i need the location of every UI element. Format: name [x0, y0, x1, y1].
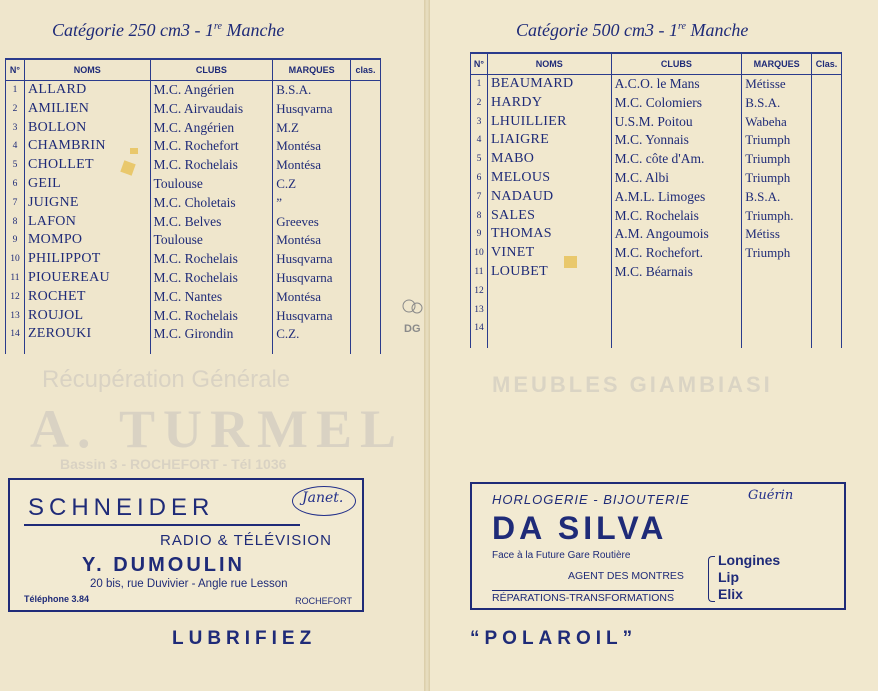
rider-brand: Montésa — [273, 288, 351, 307]
rider-number: 12 — [6, 288, 25, 307]
rider-club: A.M.L. Limoges — [611, 188, 742, 207]
watch-brand-elix: Elix — [718, 586, 743, 602]
rider-name: LHUILLIER — [487, 113, 611, 132]
stain — [564, 256, 577, 268]
rider-brand: B.S.A. — [742, 94, 812, 113]
page-title-500 — [516, 20, 748, 41]
rider-name: HARDY — [487, 94, 611, 113]
rider-rank — [351, 175, 381, 194]
col-header-clubs: CLUBS — [150, 59, 273, 81]
table-spacer-cell — [150, 344, 273, 354]
table-row — [471, 188, 842, 207]
rider-club: A.M. Angoumois — [611, 225, 742, 244]
rider-brand: Husqvarna — [273, 100, 351, 119]
rider-rank — [812, 225, 842, 244]
advert-da-silva — [470, 482, 846, 610]
rider-rank — [812, 319, 842, 338]
footer-slogan-right: “POLAROIL” — [470, 628, 638, 649]
rider-rank — [812, 301, 842, 320]
rider-name — [487, 282, 611, 301]
table-row — [6, 269, 381, 288]
table-row — [471, 169, 842, 188]
rider-rank — [812, 94, 842, 113]
rider-number: 11 — [471, 263, 488, 282]
rider-rank — [351, 100, 381, 119]
results-table-250 — [5, 58, 381, 354]
rider-club — [611, 301, 742, 320]
rider-name: THOMAS — [487, 225, 611, 244]
rider-brand: C.Z — [273, 175, 351, 194]
page-title-250 — [52, 20, 284, 41]
rider-name: ROCHET — [24, 288, 150, 307]
table-spacer-cell — [6, 344, 25, 354]
advert-line1: HORLOGERIE - BIJOUTERIE — [492, 492, 690, 507]
handwritten-signature: Janet. — [302, 490, 344, 506]
rider-brand: Greeves — [273, 213, 351, 232]
rider-number: 9 — [6, 231, 25, 250]
table-spacer-cell — [351, 344, 381, 354]
rider-club: M.C. Rochelais — [150, 156, 273, 175]
rider-rank — [812, 282, 842, 301]
rider-club: M.C. Rochefort — [150, 137, 273, 156]
table-row — [6, 250, 381, 269]
rider-name: CHOLLET — [24, 156, 150, 175]
rider-number: 14 — [6, 325, 25, 344]
rider-club: U.S.M. Poitou — [611, 113, 742, 132]
rider-brand: M.Z — [273, 119, 351, 138]
rider-number: 8 — [471, 207, 488, 226]
rider-name: PIOUEREAU — [24, 269, 150, 288]
rider-name: LAFON — [24, 213, 150, 232]
table-row — [6, 81, 381, 100]
advert-schneider — [8, 478, 364, 612]
rider-club: M.C. Rochelais — [150, 269, 273, 288]
rider-brand — [742, 301, 812, 320]
rider-club: M.C. Rochelais — [611, 207, 742, 226]
table-row — [471, 150, 842, 169]
advert-brand: SCHNEIDER — [28, 494, 215, 521]
rider-rank — [812, 263, 842, 282]
rider-rank — [812, 113, 842, 132]
rider-club: M.C. Albi — [611, 169, 742, 188]
col-header-rank: Clas. — [812, 53, 842, 75]
rider-rank — [812, 169, 842, 188]
rider-brand: Métisse — [742, 75, 812, 94]
rider-rank — [812, 150, 842, 169]
rider-name: MELOUS — [487, 169, 611, 188]
table-row — [471, 319, 842, 338]
rider-rank — [351, 231, 381, 250]
col-header-names: NOMS — [24, 59, 150, 81]
ghost-text-4: MEUBLES GIAMBIASI — [492, 372, 773, 397]
table-row — [6, 307, 381, 326]
table-row — [471, 207, 842, 226]
rider-number: 9 — [471, 225, 488, 244]
rider-number: 10 — [6, 250, 25, 269]
col-header-rank: clas. — [351, 59, 381, 81]
rider-rank — [351, 250, 381, 269]
advert-underline — [24, 524, 300, 526]
rider-brand: Wabeha — [742, 113, 812, 132]
rider-rank — [812, 75, 842, 94]
rider-name: ZEROUKI — [24, 325, 150, 344]
rider-club: Toulouse — [150, 231, 273, 250]
advert-agent: AGENT DES MONTRES — [568, 570, 684, 582]
rider-rank — [351, 288, 381, 307]
table-row — [6, 213, 381, 232]
rider-brand: Montésa — [273, 137, 351, 156]
advert-brand: DA SILVA — [492, 510, 668, 546]
advert-city: ROCHEFORT — [295, 596, 352, 606]
left-page — [0, 0, 424, 691]
rider-number: 3 — [471, 113, 488, 132]
rider-club — [611, 319, 742, 338]
title-end: Manche — [685, 20, 749, 40]
rider-brand: C.Z. — [273, 325, 351, 344]
table-row — [471, 301, 842, 320]
table-spacer-cell — [812, 338, 842, 348]
table-spacer-cell — [24, 344, 150, 354]
table-spacer-cell — [611, 338, 742, 348]
ghost-text-2: A. TURMEL — [30, 399, 405, 459]
rider-brand: ” — [273, 194, 351, 213]
table-row — [471, 225, 842, 244]
col-header-clubs: CLUBS — [611, 53, 742, 75]
rider-number: 4 — [6, 137, 25, 156]
rider-name: ROUJOL — [24, 307, 150, 326]
rider-name: BEAUMARD — [487, 75, 611, 94]
table-row — [471, 75, 842, 94]
table-row — [6, 156, 381, 175]
table-spacer-cell — [487, 338, 611, 348]
rider-club: M.C. Belves — [150, 213, 273, 232]
title-end: Manche — [221, 20, 285, 40]
rider-rank — [351, 269, 381, 288]
table-row — [6, 194, 381, 213]
rider-club: M.C. Angérien — [150, 81, 273, 100]
rider-club: M.C. Yonnais — [611, 131, 742, 150]
watch-brand-lip: Lip — [718, 569, 739, 585]
rider-number: 13 — [6, 307, 25, 326]
footer-slogan-left: LUBRIFIEZ — [172, 628, 317, 649]
rider-rank — [351, 307, 381, 326]
rider-rank — [812, 244, 842, 263]
results-table-500 — [470, 52, 842, 348]
rider-brand: Triumph — [742, 150, 812, 169]
col-header-num: N° — [471, 53, 488, 75]
table-row — [6, 231, 381, 250]
advert-owner: Y. DUMOULIN — [82, 554, 245, 576]
rider-number: 11 — [6, 269, 25, 288]
rider-club: A.C.O. le Mans — [611, 75, 742, 94]
rider-club: M.C. côte d'Am. — [611, 150, 742, 169]
table-row — [471, 113, 842, 132]
table-row — [471, 263, 842, 282]
rider-club: M.C. Rochelais — [150, 250, 273, 269]
rider-brand — [742, 282, 812, 301]
table-spacer-row — [471, 338, 842, 348]
rider-name: LOUBET — [487, 263, 611, 282]
rider-name: GEIL — [24, 175, 150, 194]
rider-brand: Montésa — [273, 156, 351, 175]
rider-rank — [351, 325, 381, 344]
rider-club: M.C. Nantes — [150, 288, 273, 307]
table-row — [6, 288, 381, 307]
rider-club: M.C. Rochelais — [150, 307, 273, 326]
rider-brand: Triumph — [742, 169, 812, 188]
handwritten-signature: Guérin — [748, 488, 794, 503]
rider-number: 6 — [471, 169, 488, 188]
rider-brand: B.S.A. — [273, 81, 351, 100]
rider-number: 5 — [471, 150, 488, 169]
ghost-text-1: Récupération Générale — [42, 366, 291, 393]
table-row — [471, 244, 842, 263]
rider-number: 2 — [6, 100, 25, 119]
table-row — [6, 100, 381, 119]
watch-brand-longines: Longines — [718, 552, 781, 568]
rider-number: 3 — [6, 119, 25, 138]
rider-number: 8 — [6, 213, 25, 232]
rider-number: 13 — [471, 301, 488, 320]
rider-rank — [812, 207, 842, 226]
rider-name: VINET — [487, 244, 611, 263]
rider-club: M.C. Béarnais — [611, 263, 742, 282]
rider-brand: Husqvarna — [273, 250, 351, 269]
rider-number: 2 — [471, 94, 488, 113]
table-spacer-row — [6, 344, 381, 354]
advert-line: RADIO & TÉLÉVISION — [160, 532, 332, 549]
table-row — [6, 175, 381, 194]
rider-name — [487, 319, 611, 338]
table-row — [6, 137, 381, 156]
rider-rank — [812, 188, 842, 207]
rider-number: 10 — [471, 244, 488, 263]
table-row — [471, 94, 842, 113]
rider-name: NADAUD — [487, 188, 611, 207]
rider-name — [487, 301, 611, 320]
table-row — [6, 325, 381, 344]
col-header-brands: MARQUES — [742, 53, 812, 75]
right-page — [430, 0, 878, 691]
rider-number: 6 — [6, 175, 25, 194]
rider-name: PHILIPPOT — [24, 250, 150, 269]
rider-rank — [351, 213, 381, 232]
advert-address: 20 bis, rue Duvivier - Angle rue Lesson — [90, 578, 288, 590]
rider-rank — [351, 119, 381, 138]
rider-name: LIAIGRE — [487, 131, 611, 150]
rider-club: M.C. Angérien — [150, 119, 273, 138]
rider-number: 4 — [471, 131, 488, 150]
ghost-text-3: Bassin 3 - ROCHEFORT - Tél 1036 — [60, 456, 287, 472]
title-sup: re — [213, 21, 222, 32]
rider-number: 14 — [471, 319, 488, 338]
rider-number: 7 — [471, 188, 488, 207]
advert-phone: Téléphone 3.84 — [24, 594, 90, 604]
rider-brand: Triumph — [742, 244, 812, 263]
rider-number: 1 — [471, 75, 488, 94]
rider-number: 1 — [6, 81, 25, 100]
table-row — [471, 131, 842, 150]
table-row — [6, 119, 381, 138]
rider-number: 7 — [6, 194, 25, 213]
rider-club: M.C. Rochefort. — [611, 244, 742, 263]
rider-club: Toulouse — [150, 175, 273, 194]
rider-name: ALLARD — [24, 81, 150, 100]
rider-brand: Métiss — [742, 225, 812, 244]
rider-brand — [742, 319, 812, 338]
rider-club: M.C. Airvaudais — [150, 100, 273, 119]
col-header-names: NOMS — [487, 53, 611, 75]
rider-name: CHAMBRIN — [24, 137, 150, 156]
stain — [130, 148, 138, 154]
rider-number: 12 — [471, 282, 488, 301]
rider-club — [611, 282, 742, 301]
advert-repairs: RÉPARATIONS-TRANSFORMATIONS — [492, 592, 675, 604]
rider-rank — [351, 81, 381, 100]
bracket — [708, 556, 715, 602]
rider-name: JUIGNE — [24, 194, 150, 213]
rider-brand: Montésa — [273, 231, 351, 250]
table-row — [471, 282, 842, 301]
rider-rank — [351, 156, 381, 175]
rider-name: MABO — [487, 150, 611, 169]
rider-brand: Husqvarna — [273, 269, 351, 288]
table-body — [471, 75, 842, 349]
table-spacer-cell — [273, 344, 351, 354]
col-header-num: N° — [6, 59, 25, 81]
stamp-text: DG — [404, 323, 421, 335]
rider-brand: Triumph — [742, 131, 812, 150]
title-main: Catégorie 250 cm3 - 1 — [52, 20, 214, 40]
rider-name: BOLLON — [24, 119, 150, 138]
rider-club: M.C. Girondin — [150, 325, 273, 344]
dg-stamp-icon — [398, 296, 428, 336]
table-body — [6, 81, 381, 355]
rider-name: SALES — [487, 207, 611, 226]
title-sup: re — [677, 21, 686, 32]
rider-club: M.C. Choletais — [150, 194, 273, 213]
advert-address: Face à la Future Gare Routière — [492, 550, 631, 561]
rider-name: AMILIEN — [24, 100, 150, 119]
rider-brand: B.S.A. — [742, 188, 812, 207]
table-spacer-cell — [471, 338, 488, 348]
col-header-brands: MARQUES — [273, 59, 351, 81]
table-spacer-cell — [742, 338, 812, 348]
rider-name: MOMPO — [24, 231, 150, 250]
rider-brand: Triumph. — [742, 207, 812, 226]
rider-rank — [812, 131, 842, 150]
title-main: Catégorie 500 cm3 - 1 — [516, 20, 678, 40]
rider-brand — [742, 263, 812, 282]
rider-rank — [351, 194, 381, 213]
rider-number: 5 — [6, 156, 25, 175]
rider-club: M.C. Colomiers — [611, 94, 742, 113]
rider-rank — [351, 137, 381, 156]
rider-brand: Husqvarna — [273, 307, 351, 326]
